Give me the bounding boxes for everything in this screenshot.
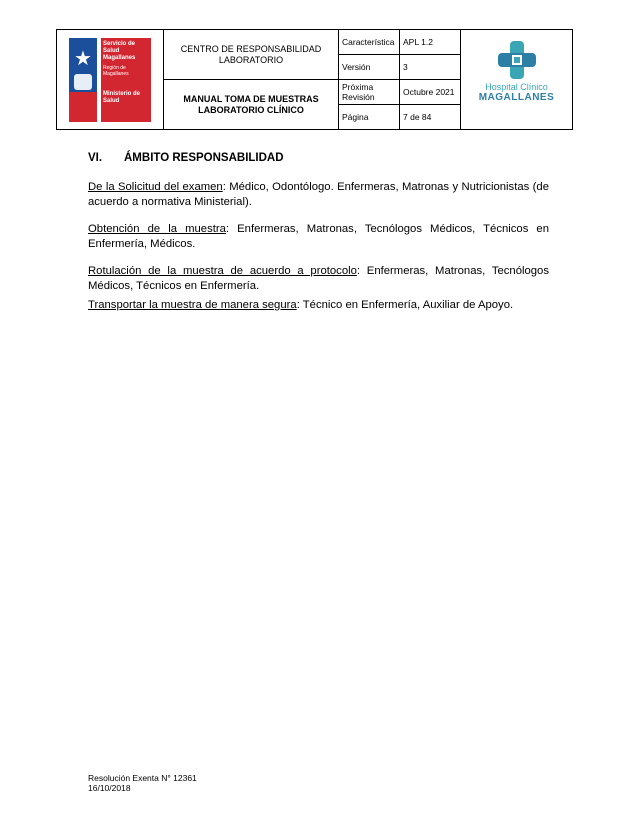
paragraph-request: [88, 180, 549, 209]
paragraph-labeling: [88, 264, 549, 293]
gov-logo-text: [101, 38, 151, 122]
header-key-0: [339, 30, 400, 55]
hospital-name-line2: MAGALLANES: [478, 91, 555, 103]
flag-red-block: [69, 92, 97, 122]
header-value-text-3: 7 de 84: [403, 112, 432, 122]
star-icon: ★: [74, 47, 92, 70]
header-key-text-3: Página: [342, 112, 369, 122]
medical-cross-icon: [495, 40, 539, 80]
paragraph-text: : Enfermeras, Matronas, Tecnólogos Médicos, Técnicos en Enfermería, Médicos.: [88, 223, 549, 250]
header-key-text-0: Característica: [342, 37, 395, 47]
paragraph-text: : Médico, Odontólogo. Enfermeras, Matronas y Nutricionistas (de acuerdo a normativa Ministerial).: [88, 181, 549, 208]
hospital-logo: [469, 40, 565, 124]
header-value-2: [400, 80, 461, 105]
header-center-bottom: [164, 80, 339, 130]
header-value-text-0: APL 1.2: [403, 37, 433, 47]
responsibility-center: CENTRO DE RESPONSABILIDAD LABORATORIO: [180, 43, 322, 65]
footer-resolution: Resolución Exenta N° 12361: [88, 773, 197, 783]
document-footer: [88, 773, 197, 793]
paragraph-label: Obtención de la muestra: [88, 223, 226, 235]
header-value-3: [400, 105, 461, 130]
header-key-2: [339, 80, 400, 105]
hospital-name-line1: Hospital Clínico: [485, 81, 548, 92]
document-header: [56, 29, 573, 130]
header-key-text-1: Versión: [342, 62, 371, 72]
header-key-text-2: Próxima Revisión: [342, 82, 375, 102]
paragraph-transport: [88, 298, 549, 313]
paragraph-collection: [88, 222, 549, 251]
section-number: VI.: [88, 152, 103, 164]
gov-logo: [69, 38, 151, 122]
gov-logo-cell: [57, 30, 164, 130]
gov-logo-line1: Servicio de Salud Magallanes: [103, 40, 136, 61]
header-key-3: [339, 105, 400, 130]
paragraph-text: : Enfermeras, Matronas, Tecnólogos Médicos, Técnicos en Enfermería.: [88, 265, 549, 292]
gov-logo-line3: Ministerio de Salud: [103, 90, 141, 104]
header-value-text-2: Octubre 2021: [403, 87, 455, 97]
section-heading: [88, 152, 284, 164]
footer-date: 16/10/2018: [88, 783, 131, 793]
hospital-logo-cell: [461, 30, 573, 130]
header-value-1: [400, 55, 461, 80]
manual-title: MANUAL TOMA DE MUESTRAS LABORATORIO CLÍNICO: [183, 93, 319, 115]
section-title: ÁMBITO RESPONSABILIDAD: [124, 152, 284, 164]
header-value-0: [400, 30, 461, 55]
crest-icon: [74, 74, 92, 90]
header-value-text-1: 3: [403, 62, 408, 72]
paragraph-label: De la Solicitud del examen: [88, 181, 223, 193]
header-center-top: [164, 30, 339, 80]
paragraph-label: Transportar la muestra de manera segura: [88, 299, 297, 311]
header-key-1: [339, 55, 400, 80]
paragraph-text: : Técnico en Enfermería, Auxiliar de Apoyo.: [296, 299, 514, 311]
paragraph-label: Rotulación de la muestra de acuerdo a protocolo: [88, 265, 357, 277]
gov-logo-line2: Región de Magallanes: [103, 64, 129, 77]
